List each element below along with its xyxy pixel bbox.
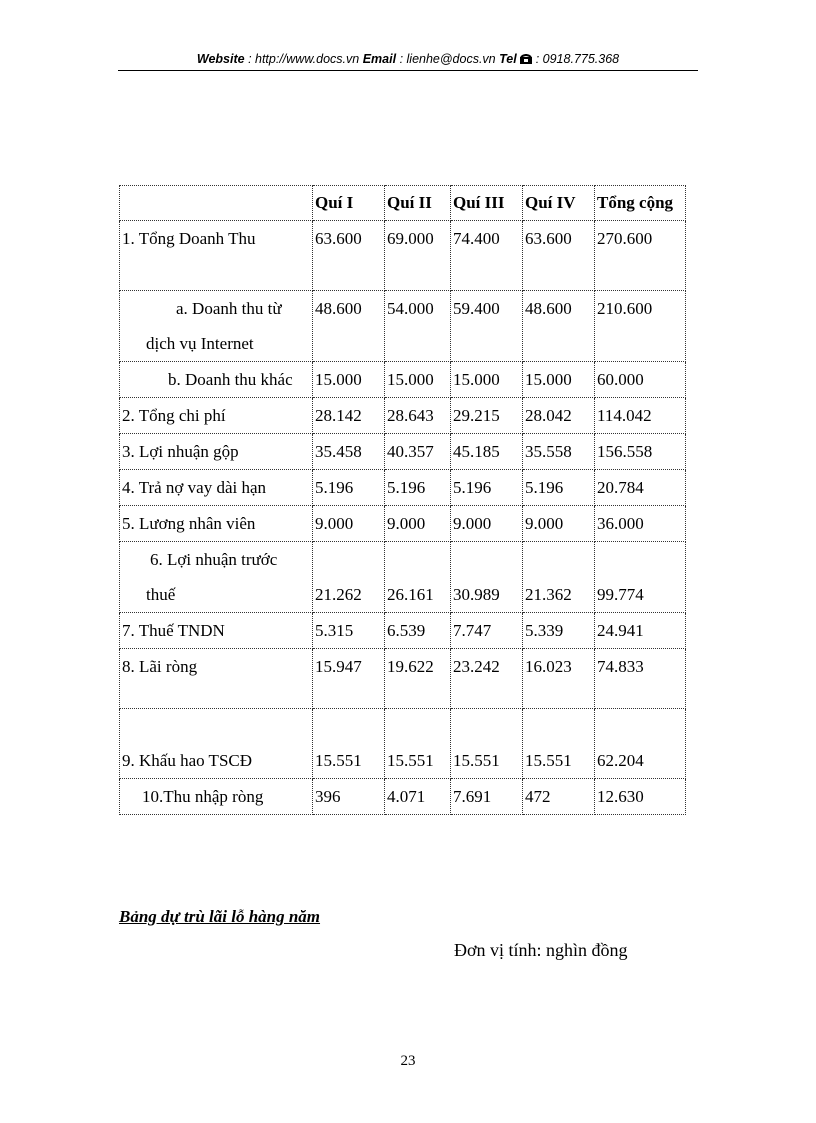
value-cell: 30.989: [451, 542, 523, 613]
value-cell: 54.000: [385, 291, 451, 362]
table-caption: Bảng dự trù lãi lỗ hàng năm: [119, 907, 321, 926]
row-label: 3. Lợi nhuận gộp: [120, 434, 313, 470]
row-label-line: thuế: [146, 585, 176, 604]
value-cell: 62.204: [595, 709, 686, 779]
value-cell: 63.600: [313, 221, 385, 291]
value-cell: 15.551: [523, 709, 595, 779]
row-label-line: a. Doanh thu từ: [176, 299, 282, 318]
value-cell: 5.196: [385, 470, 451, 506]
profit-loss-table: [119, 185, 686, 815]
row-label: 7. Thuế TNDN: [120, 613, 313, 649]
value-cell: 4.071: [385, 779, 451, 815]
value-cell: 6.539: [385, 613, 451, 649]
table-row: [120, 362, 686, 398]
row-label: 10.Thu nhập ròng: [120, 779, 313, 815]
tel-value: : 0918.775.368: [535, 52, 620, 66]
table-row: [120, 779, 686, 815]
page-header: [118, 52, 698, 66]
table-header-row: [120, 186, 686, 221]
value-cell: 36.000: [595, 506, 686, 542]
value-cell: 12.630: [595, 779, 686, 815]
unit-note: Đơn vị tính: nghìn đồng: [454, 940, 628, 960]
column-header: Quí I: [313, 186, 385, 221]
table-row: [120, 542, 686, 613]
value-cell: 28.042: [523, 398, 595, 434]
header-empty-cell: [120, 186, 313, 221]
value-cell: 74.833: [595, 649, 686, 709]
value-cell: 396: [313, 779, 385, 815]
value-cell: 35.558: [523, 434, 595, 470]
row-label: [120, 542, 313, 613]
row-label: 8. Lãi ròng: [120, 649, 313, 709]
value-cell: 15.000: [313, 362, 385, 398]
value-cell: 29.215: [451, 398, 523, 434]
value-cell: 472: [523, 779, 595, 815]
value-cell: 28.643: [385, 398, 451, 434]
table-row: [120, 506, 686, 542]
row-label: 1. Tổng Doanh Thu: [120, 221, 313, 291]
value-cell: 59.400: [451, 291, 523, 362]
phone-icon: [520, 53, 532, 63]
value-cell: 63.600: [523, 221, 595, 291]
value-cell: 69.000: [385, 221, 451, 291]
email-value[interactable]: : lienhe@docs.vn: [399, 52, 496, 66]
value-cell: 20.784: [595, 470, 686, 506]
value-cell: 60.000: [595, 362, 686, 398]
value-cell: 23.242: [451, 649, 523, 709]
value-cell: 15.000: [385, 362, 451, 398]
column-header: Quí III: [451, 186, 523, 221]
value-cell: 21.362: [523, 542, 595, 613]
value-cell: 270.600: [595, 221, 686, 291]
value-cell: 21.262: [313, 542, 385, 613]
column-header: Tổng cộng: [595, 186, 686, 221]
value-cell: 9.000: [313, 506, 385, 542]
value-cell: 24.941: [595, 613, 686, 649]
value-cell: 40.357: [385, 434, 451, 470]
page-number: 23: [400, 1053, 416, 1069]
value-cell: 28.142: [313, 398, 385, 434]
value-cell: 5.339: [523, 613, 595, 649]
value-cell: 45.185: [451, 434, 523, 470]
value-cell: 16.023: [523, 649, 595, 709]
column-header: Quí IV: [523, 186, 595, 221]
value-cell: 15.551: [313, 709, 385, 779]
value-cell: 15.551: [385, 709, 451, 779]
row-label: b. Doanh thu khác: [120, 362, 313, 398]
table-row: [120, 398, 686, 434]
value-cell: 99.774: [595, 542, 686, 613]
value-cell: 9.000: [451, 506, 523, 542]
row-label: 9. Khấu hao TSCĐ: [120, 709, 313, 779]
value-cell: 9.000: [523, 506, 595, 542]
table-row: [120, 613, 686, 649]
table-row: [120, 434, 686, 470]
value-cell: 156.558: [595, 434, 686, 470]
value-cell: 15.000: [451, 362, 523, 398]
row-label-line: 6. Lợi nhuận trước: [150, 550, 278, 569]
row-label: 5. Lương nhân viên: [120, 506, 313, 542]
value-cell: 15.000: [523, 362, 595, 398]
value-cell: 7.691: [451, 779, 523, 815]
website-label: Website: [196, 52, 245, 66]
row-label: 2. Tổng chi phí: [120, 398, 313, 434]
tel-label: Tel: [499, 52, 517, 66]
value-cell: 5.315: [313, 613, 385, 649]
value-cell: 5.196: [313, 470, 385, 506]
table-row: [120, 649, 686, 709]
table-row: [120, 709, 686, 779]
value-cell: 114.042: [595, 398, 686, 434]
website-value[interactable]: : http://www.docs.vn: [248, 52, 360, 66]
header-divider: [118, 70, 698, 71]
value-cell: 5.196: [451, 470, 523, 506]
table-row: [120, 291, 686, 362]
value-cell: 15.947: [313, 649, 385, 709]
row-label: [120, 291, 313, 362]
value-cell: 9.000: [385, 506, 451, 542]
value-cell: 5.196: [523, 470, 595, 506]
value-cell: 74.400: [451, 221, 523, 291]
value-cell: 26.161: [385, 542, 451, 613]
column-header: Quí II: [385, 186, 451, 221]
row-label-line: dịch vụ Internet: [146, 334, 254, 353]
value-cell: 210.600: [595, 291, 686, 362]
email-label: Email: [362, 52, 397, 66]
row-label: 4. Trả nợ vay dài hạn: [120, 470, 313, 506]
table-row: [120, 470, 686, 506]
value-cell: 7.747: [451, 613, 523, 649]
value-cell: 48.600: [523, 291, 595, 362]
value-cell: 19.622: [385, 649, 451, 709]
value-cell: 48.600: [313, 291, 385, 362]
value-cell: 15.551: [451, 709, 523, 779]
table-row: [120, 221, 686, 291]
value-cell: 35.458: [313, 434, 385, 470]
